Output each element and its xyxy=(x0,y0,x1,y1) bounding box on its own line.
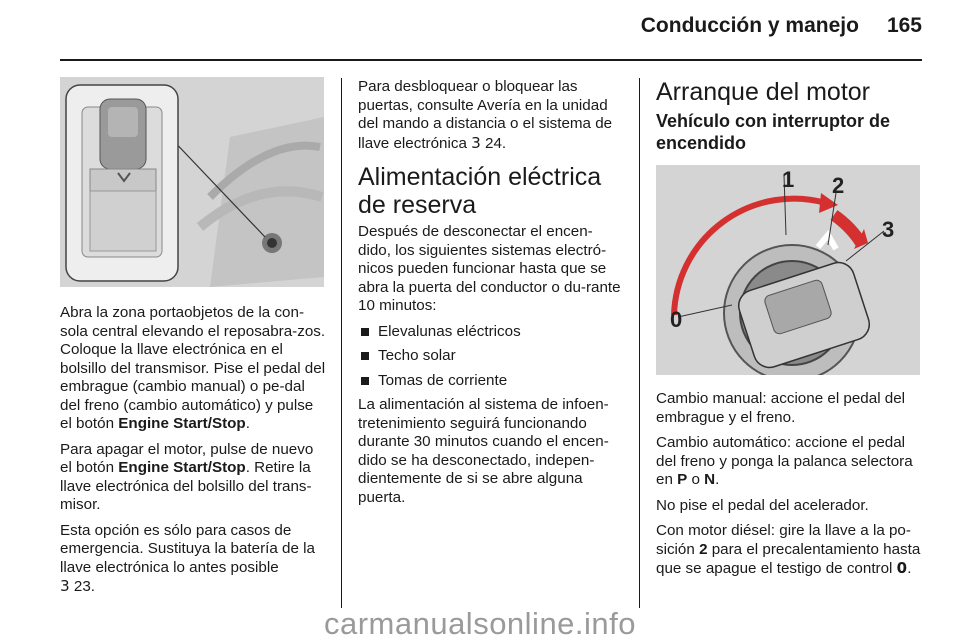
paragraph: La alimentación al sistema de infoen-tretenimiento seguirá funcionando durante 30 minutos cuando el encen-dido se ha desconectado, indepen-dientemente de si se abre alguna puerta. xyxy=(358,396,609,506)
engine-start-stop-label: Engine Start/Stop xyxy=(118,459,246,476)
position-label-2: 2 xyxy=(832,173,845,198)
paragraph: Para desbloquear o bloquear las puertas, consulte Avería en la unidad del mando a distancia o el sistema de llave electrónica 3 24. xyxy=(358,78,613,152)
paragraph: Para apagar el motor, pulse de nuevo el botón Engine Start/Stop. Retire la llave electrónica del bolsillo del trans-misor. xyxy=(60,440,314,513)
page-number: 165 xyxy=(886,14,922,37)
column-divider-2 xyxy=(639,78,640,608)
cross-reference-icon[interactable]: 3 xyxy=(471,133,481,152)
position-label-1: 1 xyxy=(782,167,795,192)
column-3 xyxy=(656,78,922,162)
page-header xyxy=(641,14,922,50)
bullet-list xyxy=(358,323,624,391)
section-heading: Alimentación eléctrica de reserva xyxy=(358,163,602,219)
center-console-key-pocket-illustration xyxy=(60,77,324,287)
ignition-switch-illustration xyxy=(656,165,920,375)
paragraph: Abra la zona portaobjetos de la con-sola central elevando el reposabra-zos. Coloque la llave electrónica en el bolsillo del transmisor. Pise el pedal del embrague (cambio manual) o pe-dal del freno (cambio automático) y pulse el botón Engine Start/Stop. xyxy=(60,304,326,432)
column-divider-1 xyxy=(341,78,342,608)
list-item: Tomas de corriente xyxy=(358,372,624,391)
paragraph: Cambio manual: accione el pedal del embrague y el freno. xyxy=(656,390,906,426)
header-rule xyxy=(60,59,922,61)
engine-start-stop-label: Engine Start/Stop xyxy=(118,415,246,432)
paragraph: Esta opción es sólo para casos de emergencia. Sustituya la batería de la llave electrónica lo antes posible 3 23. xyxy=(60,521,315,595)
subheading: Vehículo con interruptor de encendido xyxy=(656,111,891,153)
paragraph: Cambio automático: accione el pedal del freno y ponga la palanca selectora en P o N. xyxy=(656,434,913,488)
position-label-0: 0 xyxy=(670,307,683,332)
paragraph: Después de desconectar el encen-dido, los siguientes sistemas electró-nicos pueden funcionar hasta que se abra la puerta del conductor o du-rante 10 minutos: xyxy=(358,223,621,314)
glow-plug-icon: 𝟬 xyxy=(896,559,908,577)
column-1 xyxy=(60,304,326,604)
key-pocket-figure xyxy=(60,77,324,287)
section-heading: Arranque del motor xyxy=(656,78,871,106)
paragraph: Con motor diésel: gire la llave a la po-sición 2 para el precalentamiento hasta que se apague el testigo de control 𝟬. xyxy=(656,522,921,577)
column-3-text xyxy=(656,390,924,586)
cross-reference-icon[interactable]: 3 xyxy=(60,577,70,595)
list-item: Techo solar xyxy=(358,347,624,366)
paragraph: No pise el pedal del acelerador. xyxy=(656,496,869,514)
ignition-switch-figure xyxy=(656,165,920,375)
list-item: Elevalunas eléctricos xyxy=(358,323,624,342)
watermark: carmanualsonline.info xyxy=(323,606,637,641)
section-title: Conducción y manejo xyxy=(640,14,859,37)
position-label-3: 3 xyxy=(882,217,895,242)
column-2 xyxy=(358,78,624,514)
